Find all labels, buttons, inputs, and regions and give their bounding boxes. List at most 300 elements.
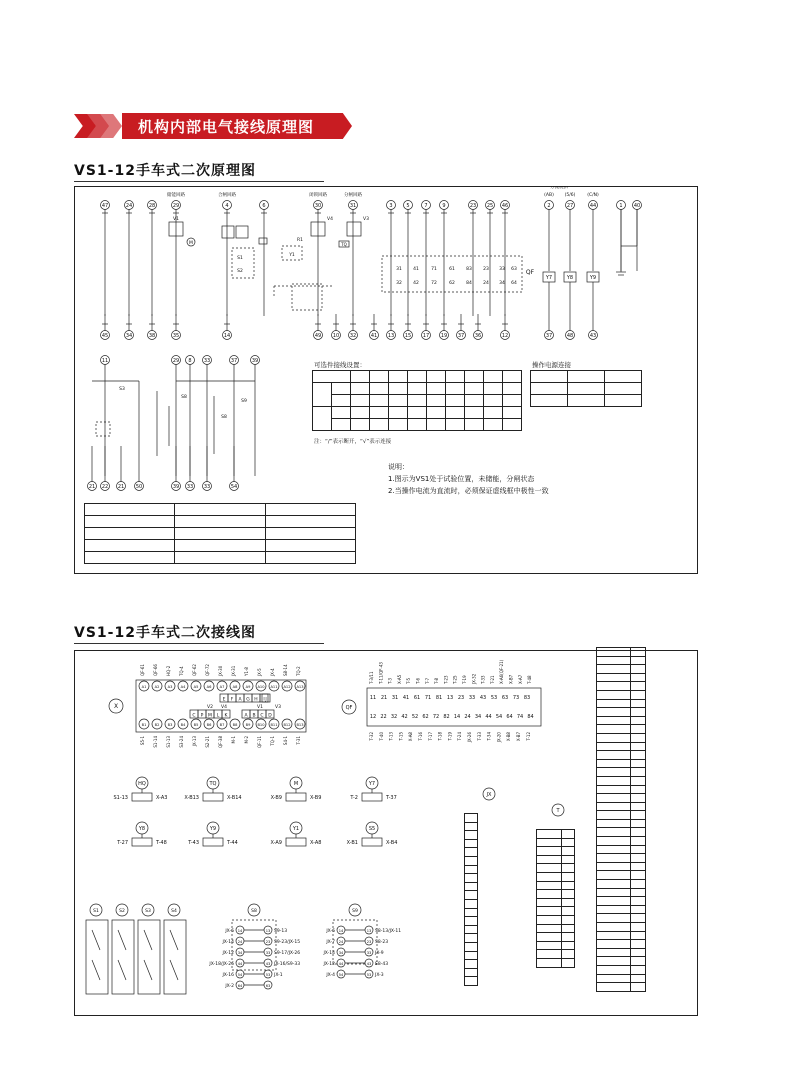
table-cell — [446, 395, 465, 407]
top-terminal-label: 31 — [349, 203, 357, 209]
qf-bottom-pin: 12 — [369, 714, 377, 720]
coil-body — [286, 838, 306, 846]
coil-left: X-B13 — [184, 795, 199, 801]
group-label: 储能回路 — [167, 193, 185, 198]
table-row — [462, 951, 480, 960]
x-top-label: JX-31 — [231, 665, 236, 676]
block-pin-right-label: 53 — [265, 973, 271, 977]
title-underline — [74, 181, 324, 182]
legend-row — [85, 504, 356, 516]
lower-top-terminal-label: 39 — [251, 358, 259, 364]
jx-num — [465, 865, 478, 874]
x-bottom-label: QF-11 — [257, 736, 262, 748]
t-num-cell — [562, 950, 575, 959]
block-pin-left-label: 24 — [237, 940, 243, 944]
x-top-pin-label: A10 — [257, 685, 265, 689]
jx-right — [478, 891, 481, 900]
t-long-label — [597, 871, 631, 880]
coil-label: Y8 — [566, 275, 574, 281]
bottom-terminal-label: 38 — [148, 333, 156, 339]
switch-contact — [92, 960, 100, 980]
block-right-label: JX-16/S9-33 — [274, 962, 301, 967]
table-header — [605, 371, 642, 383]
table-row — [537, 941, 575, 950]
switch-contact — [118, 960, 126, 980]
t-label-cell — [537, 907, 562, 916]
t-long-label — [597, 751, 631, 760]
t-num-cell — [562, 847, 575, 856]
x-bottom-label: S1-14 — [153, 736, 158, 748]
x-bottom-label: S4-1 — [283, 736, 288, 746]
qf-bottom-pin: 44 — [485, 714, 492, 720]
rectifier-v2 — [222, 226, 234, 238]
table-row — [313, 395, 522, 407]
table-row — [597, 837, 646, 846]
jx-right — [478, 874, 481, 883]
qf-bottom-label: T-33 — [476, 732, 482, 741]
bottom-terminal-label: 12 — [501, 333, 509, 339]
t-long-num — [630, 708, 645, 717]
jx-num — [465, 960, 478, 969]
table-cell — [408, 383, 427, 395]
t-long-num — [630, 974, 645, 983]
t-long-label — [597, 819, 631, 828]
table-cell — [465, 395, 484, 407]
x-top-pin-label: A12 — [283, 685, 291, 689]
t-long-label — [597, 957, 631, 966]
bottom-terminal-label: 41 — [370, 333, 378, 339]
legend-cell — [85, 528, 175, 540]
table-row — [537, 872, 575, 881]
wiring-title: VS1-12手车式二次接线图 — [74, 625, 256, 641]
table-row — [537, 915, 575, 924]
t-long-label — [597, 897, 631, 906]
block-pin-right-label: 33 — [366, 951, 372, 955]
t-long-label — [597, 708, 631, 717]
legend-cell — [265, 504, 355, 516]
qf-top-pin: 81 — [435, 695, 443, 701]
switch-body — [112, 920, 134, 994]
table-cell — [389, 395, 408, 407]
bottom-terminal-label: 15 — [404, 333, 412, 339]
t-long-label — [597, 648, 631, 657]
right-header: (5/6) — [564, 193, 576, 198]
qf-bottom-label: X-B7 — [516, 732, 521, 742]
bottom-terminal-label: 35 — [172, 333, 180, 339]
table-row — [531, 395, 642, 407]
right-bottom-terminal-label: 43 — [589, 333, 597, 339]
jx-num — [465, 977, 478, 986]
table-cell — [465, 383, 484, 395]
jx-right — [478, 899, 481, 908]
jx-label-label: JX — [486, 792, 492, 798]
device-label: S8 — [221, 415, 227, 420]
jx-num — [465, 951, 478, 960]
qf-top-label: T-33 — [480, 675, 486, 684]
table-row — [597, 665, 646, 674]
coil-label: Y9 — [589, 275, 597, 281]
switch-contact — [144, 960, 152, 980]
block-right-label: S8-23 — [375, 940, 389, 945]
block-pin-left-label: 44 — [237, 962, 243, 966]
qf-top-label: T-48 — [527, 675, 533, 684]
jx-num — [465, 839, 478, 848]
t-num-cell — [562, 924, 575, 933]
x-top-label: Y1-8 — [244, 667, 249, 676]
aux-contact: 63 — [511, 267, 517, 272]
qf-bottom-pin: 72 — [432, 714, 440, 720]
t-long-num — [630, 957, 645, 966]
table-cell — [351, 419, 370, 431]
group-label: 分流脱扣 — [550, 186, 568, 190]
t-label-cell — [537, 872, 562, 881]
qf-top-label: T-3/11 — [369, 671, 374, 684]
t-long-num — [630, 888, 645, 897]
table-row — [597, 751, 646, 760]
x-bottom-pin-label: B5 — [193, 723, 199, 727]
table-row — [462, 865, 480, 874]
lower-bottom-terminal-label: 33 — [186, 484, 194, 490]
qf-top-label: X-A5 — [396, 674, 402, 684]
top-terminal-label: 3 — [389, 203, 393, 209]
table-row — [531, 383, 642, 395]
qf-top-label: T-8 — [434, 677, 440, 684]
t-long-label — [597, 802, 631, 811]
table-cell — [503, 407, 522, 419]
jx-num — [465, 856, 478, 865]
jumper-label: F — [230, 697, 234, 703]
right-top-terminal-label: 44 — [589, 203, 597, 209]
qf-top-pin: 83 — [523, 695, 531, 701]
t-num-cell — [562, 864, 575, 873]
jumper-label: B — [252, 713, 256, 719]
coil-right: X-A3 — [156, 795, 168, 801]
table-row — [597, 854, 646, 863]
table-row — [597, 690, 646, 699]
table-row — [597, 845, 646, 854]
legend-cell — [175, 516, 265, 528]
switch-label-label: S3 — [145, 909, 151, 914]
table-row — [597, 888, 646, 897]
block-right-label: S8-13/JX-11 — [375, 929, 402, 934]
qf-top-pin: 33 — [468, 695, 476, 701]
table-row — [597, 785, 646, 794]
right-top-terminal-label: 2 — [547, 203, 551, 209]
x-top-pin-label: A3 — [167, 685, 173, 689]
bottom-terminal-label: 34 — [125, 333, 133, 339]
t-long-num — [630, 948, 645, 957]
qf-top-pin: 73 — [512, 695, 520, 701]
row-sub — [332, 407, 351, 419]
table-cell — [408, 395, 427, 407]
t-long-num — [630, 828, 645, 837]
table-row — [597, 905, 646, 914]
table-row — [597, 880, 646, 889]
device-label: S9 — [241, 399, 247, 404]
block-pin-right-label: 23 — [366, 940, 372, 944]
x-bottom-pin-label: B11 — [270, 723, 278, 727]
switch-body — [138, 920, 160, 994]
lower-top-terminal-label: 33 — [203, 358, 211, 364]
jx-num — [465, 934, 478, 943]
table-row — [597, 699, 646, 708]
voltage-table-title: 操作电源连接 — [532, 361, 571, 369]
t-long-terminal-table — [596, 647, 646, 992]
qf-bottom-label: T-17 — [427, 732, 433, 741]
t-long-label — [597, 965, 631, 974]
aux-contact: 84 — [466, 281, 472, 286]
t-long-label — [597, 854, 631, 863]
table-row — [597, 759, 646, 768]
x-top-pin-label: A2 — [154, 685, 160, 689]
table-cell — [484, 395, 503, 407]
switch-body — [164, 920, 186, 994]
x-bottom-pin-label: B7 — [219, 723, 225, 727]
table-row — [462, 960, 480, 969]
x-top-label: QF-62 — [192, 664, 197, 676]
block-pin-right-label: 43 — [265, 962, 271, 966]
block-left-label: JX-7 — [326, 940, 335, 945]
x-top-label: HQ-2 — [166, 665, 171, 676]
title-underline — [74, 643, 324, 644]
group-label: 闭锁回路 — [309, 193, 327, 198]
t-long-num — [630, 656, 645, 665]
coil-left: X-B1 — [346, 840, 358, 846]
table-header — [465, 371, 484, 383]
x-bottom-pin-label: B6 — [206, 723, 212, 727]
right-header: (AB) — [544, 193, 554, 198]
lower-top-terminal-label: 37 — [230, 358, 238, 364]
qf-bottom-pin: 52 — [411, 714, 419, 720]
x-bottom-pin-label: B9 — [245, 723, 251, 727]
table-row — [597, 768, 646, 777]
qf-bottom-label: T-12 — [525, 732, 531, 741]
switch-contact — [144, 930, 152, 950]
block-pin-right-label: 43 — [366, 962, 372, 966]
device-label: TQ — [341, 242, 347, 247]
table-cell — [408, 407, 427, 419]
table-cell — [503, 383, 522, 395]
t-long-label — [597, 948, 631, 957]
table-cell — [351, 407, 370, 419]
table-row — [597, 957, 646, 966]
qf-bottom-label: T-18 — [437, 732, 443, 741]
table-row — [597, 897, 646, 906]
block-left-label: JX-6 — [326, 929, 335, 934]
jx-num — [465, 891, 478, 900]
t-label-cell — [537, 855, 562, 864]
x-bottom-label: QF-38 — [218, 736, 223, 748]
table-row — [597, 811, 646, 820]
switch-contact — [92, 930, 100, 950]
qf-top-pin: 41 — [402, 695, 410, 701]
row-group — [313, 407, 332, 431]
table-row — [597, 914, 646, 923]
jumper-label: V1 — [257, 705, 263, 710]
t-long-num — [630, 690, 645, 699]
table-header — [484, 371, 503, 383]
x-top-label: QF-66 — [153, 664, 158, 676]
device-label: Y1 — [289, 253, 295, 258]
t-long-label — [597, 673, 631, 682]
t-long-num — [630, 665, 645, 674]
t-long-num — [630, 811, 645, 820]
qf-bottom-label: JX-26 — [467, 732, 472, 743]
x-top-pin-label: A6 — [206, 685, 212, 689]
coil-left: T-27 — [117, 840, 128, 846]
table-cell — [389, 419, 408, 431]
block-left-label: JX-12 — [323, 962, 335, 967]
jumper-label: V3 — [275, 705, 281, 710]
coil-right: T-37 — [386, 795, 397, 801]
top-terminal-label: 9 — [442, 203, 446, 209]
x-top-pin-label: A1 — [141, 685, 147, 689]
x-bottom-pin-label: B3 — [167, 723, 173, 727]
qf-bottom-label: T-13 — [388, 732, 394, 741]
switch-contact — [170, 930, 178, 950]
t-long-label — [597, 690, 631, 699]
jx-num — [465, 831, 478, 840]
legend-cell — [85, 504, 175, 516]
bottom-terminal-label: 14 — [223, 333, 231, 339]
interlock-box — [232, 248, 254, 278]
bottom-terminal-label: 13 — [387, 333, 395, 339]
legend-row — [85, 516, 356, 528]
t-num-cell — [562, 881, 575, 890]
t-long-num — [630, 871, 645, 880]
t-long-label — [597, 794, 631, 803]
lower-bottom-terminal-label: 22 — [101, 484, 109, 490]
qf-bottom-pin: 24 — [464, 714, 471, 720]
x-top-pin-label: A4 — [180, 685, 186, 689]
aux-contact: 61 — [449, 267, 455, 272]
top-terminal-label: 4 — [225, 203, 229, 209]
t-terminal-table — [536, 829, 575, 968]
x-top-label: JX-4 — [270, 668, 275, 676]
row-sub — [332, 419, 351, 431]
table-cell — [351, 383, 370, 395]
coil-name-label: S5 — [368, 826, 376, 832]
block-left-label: JX-4 — [326, 973, 335, 978]
table-row — [597, 656, 646, 665]
lower-bottom-terminal-label: 21 — [117, 484, 125, 490]
lower-top-terminal-label: 29 — [172, 358, 180, 364]
motor-icon-label: M — [189, 241, 193, 246]
jx-right — [478, 848, 481, 857]
t-long-label — [597, 665, 631, 674]
qf-top-pin: 23 — [457, 695, 465, 701]
coil-name-label: Y8 — [138, 826, 146, 832]
coil-right: T-44 — [227, 840, 238, 846]
table-row — [537, 958, 575, 967]
coil-left: T-2 — [350, 795, 358, 801]
t-num-cell — [562, 933, 575, 942]
jx-right — [478, 882, 481, 891]
table-cell — [484, 407, 503, 419]
right-bottom-terminal-label: 48 — [566, 333, 574, 339]
block-pin-left-label: 44 — [338, 962, 344, 966]
qf-top-label: X-B7 — [508, 674, 514, 684]
t-long-num — [630, 965, 645, 974]
x-bottom-pin-label: B13 — [296, 723, 304, 727]
x-top-pin-label: A9 — [245, 685, 251, 689]
table-cell — [484, 419, 503, 431]
table-row — [537, 933, 575, 942]
jumper-label: J — [265, 697, 267, 703]
coil-right: X-A8 — [310, 840, 322, 846]
block-pin-left-label: 64 — [237, 984, 243, 988]
qf-aux-box — [382, 256, 522, 292]
qf-bottom-pin: 22 — [380, 714, 387, 720]
coil-right: T-48 — [156, 840, 167, 846]
jx-right — [478, 865, 481, 874]
jx-right — [478, 951, 481, 960]
table-cell — [446, 419, 465, 431]
jumper-label: I — [263, 697, 265, 703]
jumper-label: C — [260, 713, 264, 719]
switch-body — [86, 920, 108, 994]
table-cell — [446, 383, 465, 395]
t-long-label — [597, 974, 631, 983]
qf-bottom-pin: 64 — [506, 714, 513, 720]
jx-right — [478, 942, 481, 951]
table-cell — [503, 419, 522, 431]
table-row — [537, 890, 575, 899]
t-label-cell — [537, 830, 562, 839]
aux-contact: 42 — [413, 281, 419, 286]
table-row — [462, 908, 480, 917]
qf-bottom-pin: 74 — [516, 714, 524, 720]
coil-name-label: Y9 — [209, 826, 217, 832]
legend-cell — [265, 540, 355, 552]
t-label-cell — [537, 924, 562, 933]
coil-left: S1-13 — [113, 795, 128, 801]
table-row — [597, 871, 646, 880]
t-label-cell — [537, 838, 562, 847]
legend-cell — [85, 540, 175, 552]
table-row — [537, 924, 575, 933]
legend-cell — [265, 552, 355, 564]
t-long-num — [630, 845, 645, 854]
coil-body — [203, 793, 223, 801]
voltage-corner — [531, 371, 568, 383]
right-bottom-terminal-label: 37 — [545, 333, 553, 339]
t-num-cell — [562, 890, 575, 899]
top-terminal-label: 5 — [406, 203, 410, 209]
qf-top-label: X-A7 — [517, 674, 523, 684]
t-long-num — [630, 931, 645, 940]
table-cell — [389, 407, 408, 419]
t-long-num — [630, 742, 645, 751]
qf-top-pin: 21 — [380, 695, 388, 701]
table-cell — [568, 383, 605, 395]
t-long-num — [630, 751, 645, 760]
qf-bottom-label: T-15 — [398, 732, 404, 741]
table-cell — [427, 383, 446, 395]
qf-top-pin: 63 — [501, 695, 509, 701]
table-cell — [465, 407, 484, 419]
t-long-num — [630, 862, 645, 871]
section-banner — [74, 111, 352, 139]
table-cell — [370, 395, 389, 407]
jumper-label: A — [244, 713, 248, 719]
table-row — [597, 923, 646, 932]
jx-terminal-table — [462, 813, 480, 986]
coil-name-label: Y1 — [292, 826, 300, 832]
qf-top-label: JX-32 — [471, 673, 477, 684]
table-cell — [427, 407, 446, 419]
bottom-terminal-label: 45 — [101, 333, 109, 339]
